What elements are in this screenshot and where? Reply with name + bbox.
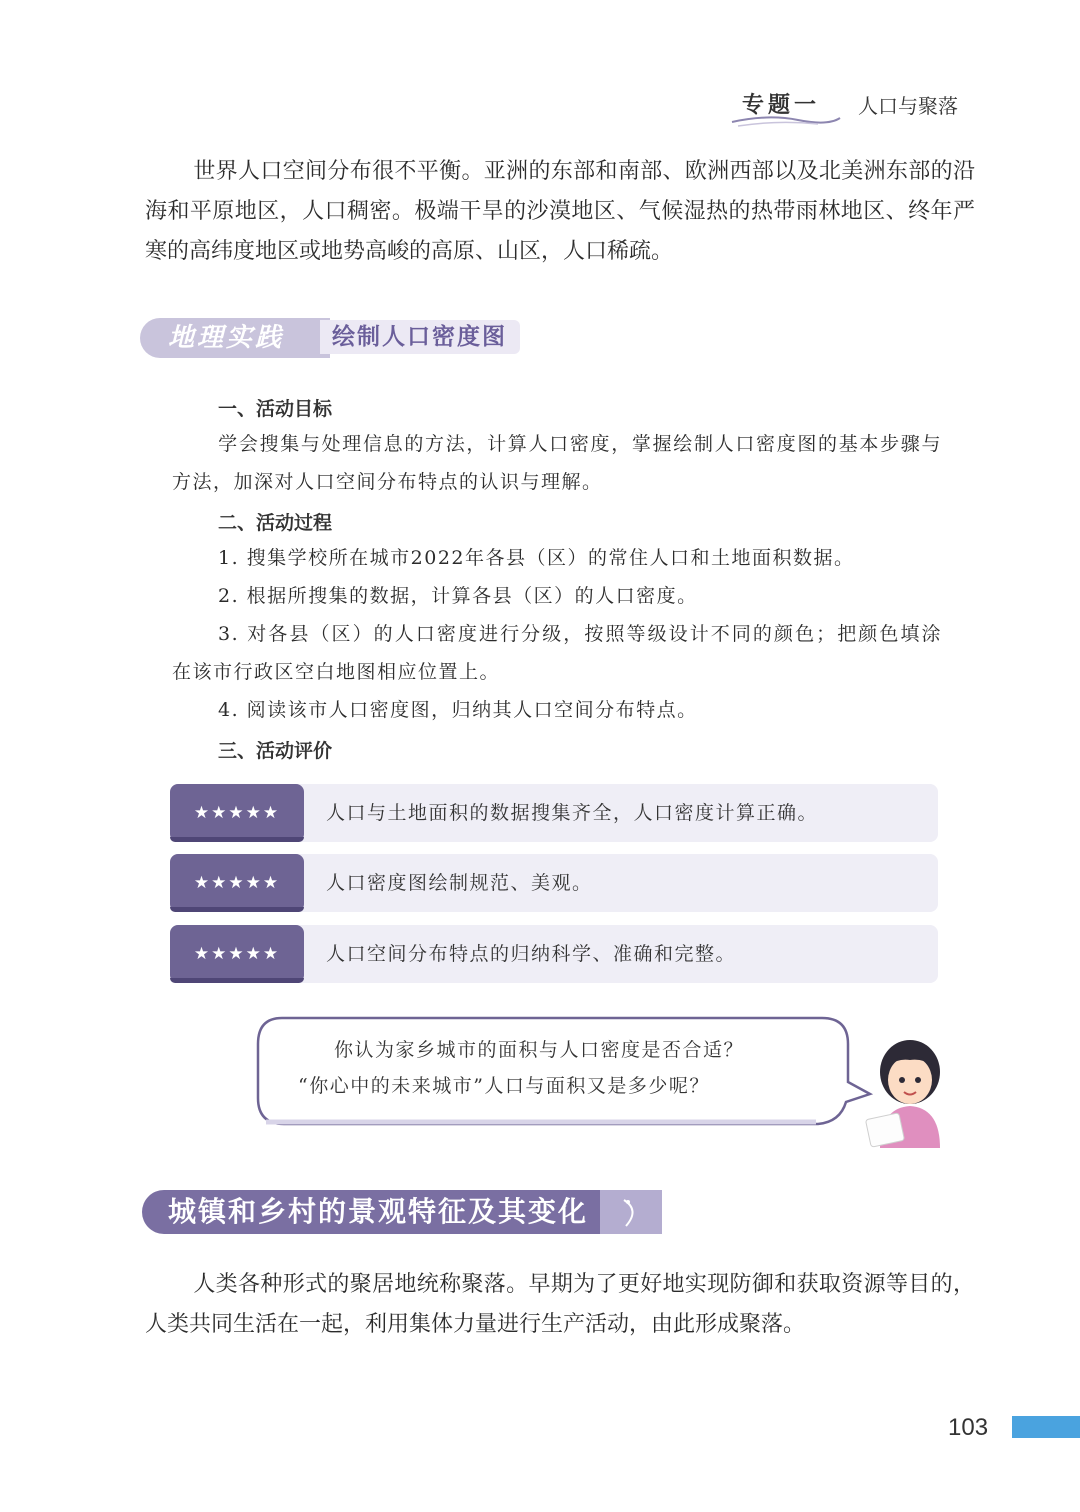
section-paragraph: 人类各种形式的聚居地统称聚落。早期为了更好地实现防御和获取资源等目的，人类共同生活在一起，利用集体力量进行生产活动，由此形成聚落。 <box>145 1272 975 1337</box>
star-rating: ★★★★★ <box>170 925 304 983</box>
process-step: 3. 对各县（区）的人口密度进行分级，按照等级设计不同的颜色；把颜色填涂在该市行政区空白地图相应位置上。 <box>172 623 942 683</box>
topic-label: 专题一 <box>742 93 821 118</box>
section-title: 城镇和乡村的景观特征及其变化 <box>168 1195 589 1228</box>
practice-tag: 地理实践 <box>168 323 285 353</box>
eval-criterion: 人口密度图绘制规范、美观。 <box>326 872 593 894</box>
section-bar-swirl-decoration <box>618 1196 648 1230</box>
eval-row <box>170 854 938 912</box>
goal-text: 学会搜集与处理信息的方法，计算人口密度，掌握绘制人口密度图的基本步骤与方法，加深对人口空间分布特点的认识与理解。 <box>172 433 942 493</box>
topic-subtitle: 人口与聚落 <box>858 94 958 118</box>
star-rating: ★★★★★ <box>170 854 304 912</box>
bubble-question-1: 你认为家乡城市的面积与人口密度是否合适？ <box>334 1039 745 1061</box>
eval-criterion: 人口空间分布特点的归纳科学、准确和完整。 <box>326 943 737 965</box>
page-number-accent-bar <box>1012 1416 1080 1438</box>
eval-criterion: 人口与土地面积的数据搜集齐全，人口密度计算正确。 <box>326 802 819 824</box>
process-step: 4. 阅读该市人口密度图，归纳其人口空间分布特点。 <box>218 699 698 721</box>
eval-row <box>170 925 938 983</box>
process-heading: 二、活动过程 <box>218 512 333 534</box>
intro-paragraph: 世界人口空间分布很不平衡。亚洲的东部和南部、欧洲西部以及北美洲东部的沿海和平原地区，人口稠密。极端干旱的沙漠地区、气候湿热的热带雨林地区、终年严寒的高纬度地区或地势高峻的高原、山区，人口稀疏。 <box>145 159 975 264</box>
goal-heading: 一、活动目标 <box>218 398 333 420</box>
eval-row <box>170 784 938 842</box>
girl-character-illustration <box>862 1030 958 1150</box>
process-step: 1. 搜集学校所在城市2022年各县（区）的常住人口和土地面积数据。 <box>218 547 855 569</box>
eval-heading: 三、活动评价 <box>218 740 333 762</box>
practice-title: 绘制人口密度图 <box>332 324 507 350</box>
page-number: 103 <box>948 1414 989 1441</box>
star-rating: ★★★★★ <box>170 784 304 842</box>
header-swoosh-decoration <box>728 112 843 128</box>
bubble-question-2: “你心中的未来城市”人口与面积又是多少呢？ <box>298 1075 710 1097</box>
process-step: 2. 根据所搜集的数据，计算各县（区）的人口密度。 <box>218 585 698 607</box>
